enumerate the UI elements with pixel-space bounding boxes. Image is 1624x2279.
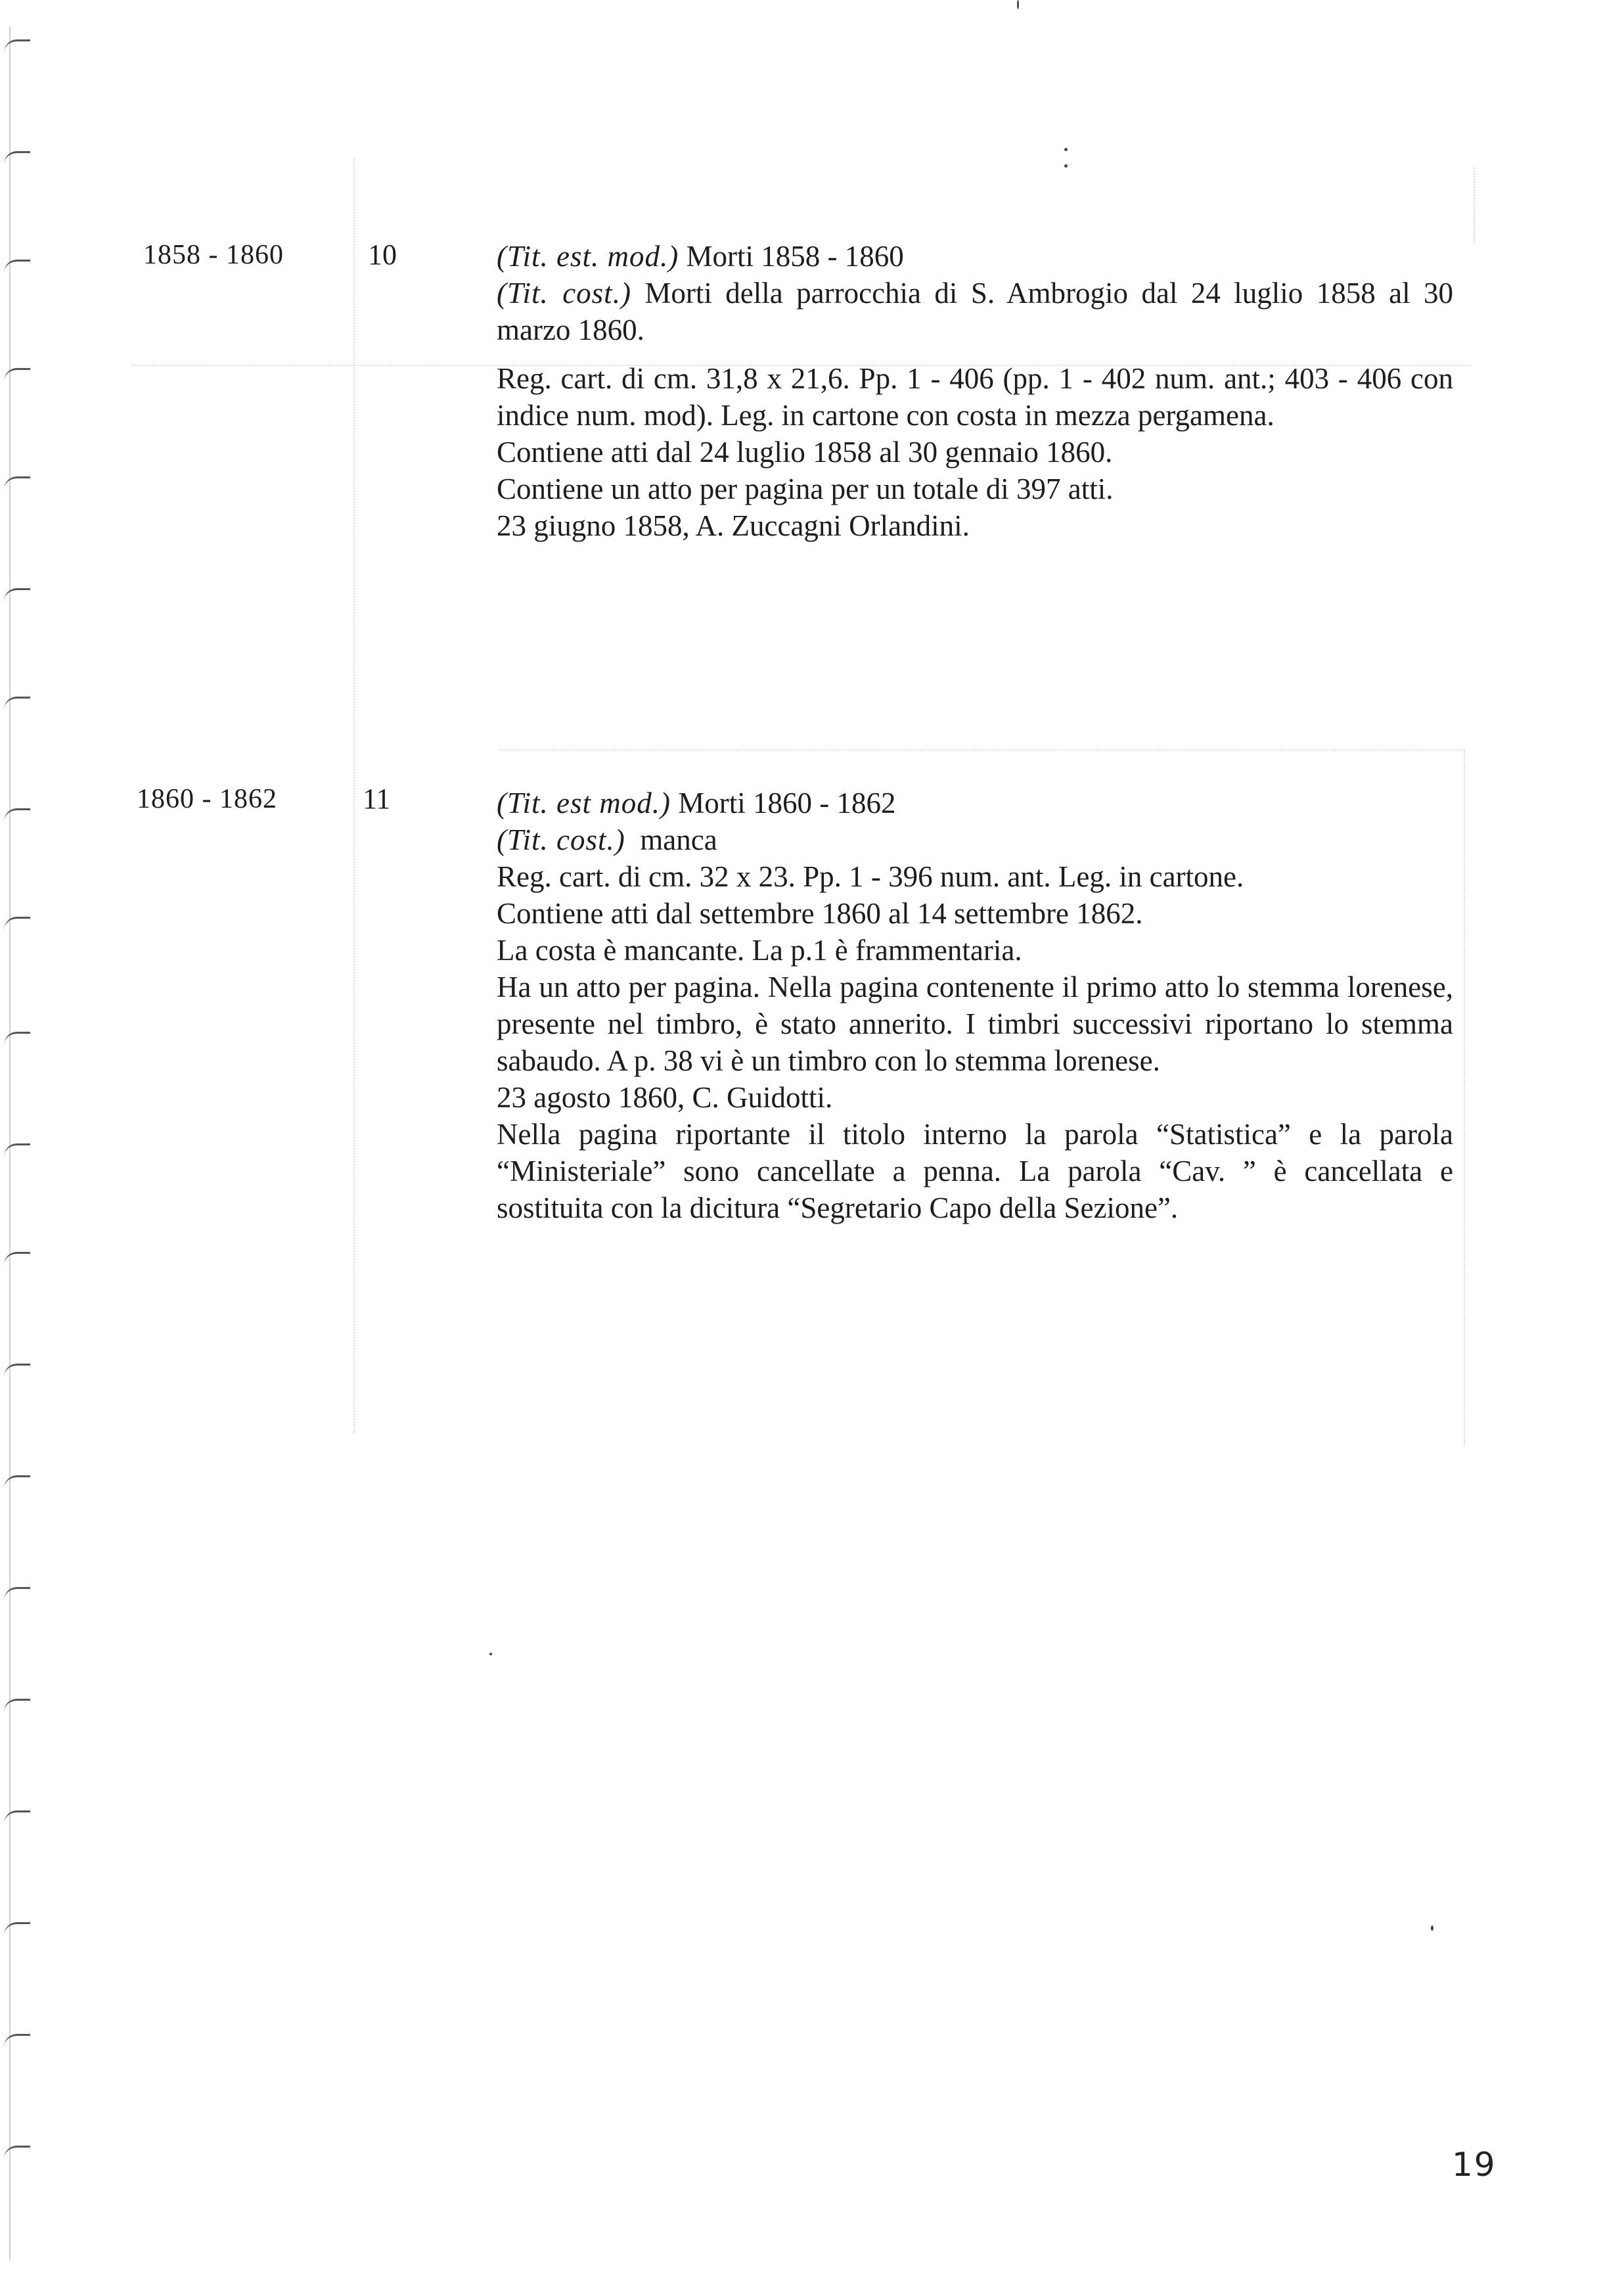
contents-line: Contiene atti dal 24 luglio 1858 al 30 gennaio 1860. — [497, 436, 1113, 469]
note-paragraph: Ha un atto per pagina. Nella pagina contenente il primo atto lo stemma lorenese, presente nel timbro, è stato annerito. I timbri successivi riportano lo stemma sabaudo. A p. 38 vi è un timbro con lo stemma lorenese. — [497, 971, 1453, 1077]
title-original-text: Morti della parrocchia di S. Ambrogio dal 24 luglio 1858 al 30 marzo 1860. — [497, 277, 1454, 346]
binder-hole — [4, 151, 30, 165]
note-line: La costa è mancante. La p.1 è frammentaria. — [497, 934, 1022, 967]
physical-description: Reg. cart. di cm. 31,8 x 21,6. Pp. 1 - 406 (pp. 1 - 402 num. ant.; 403 - 406 con indice num. mod). Leg. in cartone con costa in mezza pergamena. — [497, 362, 1453, 432]
note-paragraph: Nella pagina riportante il titolo interno la parola “Statistica” e la parola “Ministeriale” sono cancellate a penna. La parola “Cav. ” è cancellata e sostituita con la dicitura “Segretario Capo della Sezione”. — [497, 1118, 1453, 1224]
binder-hole — [4, 1252, 30, 1266]
contents-line: Contiene un atto per pagina per un totale di 397 atti. — [497, 472, 1114, 505]
scan-speck — [1017, 0, 1019, 9]
entry-number: 11 — [363, 783, 391, 815]
entry-years: 1858 - 1860 — [143, 240, 284, 270]
binder-hole — [4, 697, 30, 710]
binder-hole — [4, 39, 30, 53]
table-rule — [1464, 749, 1465, 1446]
table-rule — [353, 158, 355, 1433]
entry-description — [497, 238, 1453, 544]
title-original-label: (Tit. cost.) — [497, 823, 625, 856]
binder-hole — [4, 1587, 30, 1601]
binder-hole — [4, 1810, 30, 1824]
entry-number: 10 — [368, 239, 397, 271]
title-modern-text: Morti 1858 - 1860 — [686, 240, 904, 273]
binder-hole — [4, 260, 30, 273]
title-original-label: (Tit. cost.) — [497, 277, 631, 310]
binder-hole — [4, 2034, 30, 2048]
scan-speck — [489, 1653, 492, 1655]
binder-hole — [4, 1143, 30, 1157]
binder-hole — [4, 1699, 30, 1713]
title-original — [497, 821, 1453, 858]
binder-hole — [4, 476, 30, 490]
entry-description — [497, 785, 1453, 1226]
title-modern-text: Morti 1860 - 1862 — [678, 787, 896, 819]
scan-speck — [1064, 148, 1068, 151]
scan-speck — [1431, 1925, 1433, 1931]
table-rule — [1474, 168, 1475, 243]
binder-hole — [4, 1475, 30, 1489]
title-modern-label: (Tit. est mod.) — [497, 787, 671, 819]
title-modern — [497, 785, 1453, 821]
spacer — [497, 348, 1453, 360]
table-rule — [499, 749, 1465, 750]
binder-hole — [4, 808, 30, 822]
contents-line: Contiene atti dal settembre 1860 al 14 settembre 1862. — [497, 897, 1143, 930]
title-original — [497, 275, 1453, 348]
title-original-text: manca — [640, 823, 717, 856]
signature-line: 23 giugno 1858, A. Zuccagni Orlandini. — [497, 509, 970, 542]
binder-hole — [4, 368, 30, 382]
physical-description: Reg. cart. di cm. 32 x 23. Pp. 1 - 396 num. ant. Leg. in cartone. — [497, 860, 1244, 893]
binder-hole — [4, 1032, 30, 1046]
binder-hole — [4, 917, 30, 931]
signature-line: 23 agosto 1860, C. Guidotti. — [497, 1081, 833, 1114]
binder-hole — [4, 1922, 30, 1936]
binder-hole — [4, 2146, 30, 2159]
page-number: 19 — [1452, 2146, 1497, 2184]
title-modern-label: (Tit. est. mod.) — [497, 240, 679, 273]
binder-hole — [4, 588, 30, 602]
entry-years: 1860 - 1862 — [137, 784, 277, 814]
binder-hole — [4, 1364, 30, 1377]
scan-speck — [1064, 164, 1068, 168]
title-modern — [497, 238, 1453, 275]
